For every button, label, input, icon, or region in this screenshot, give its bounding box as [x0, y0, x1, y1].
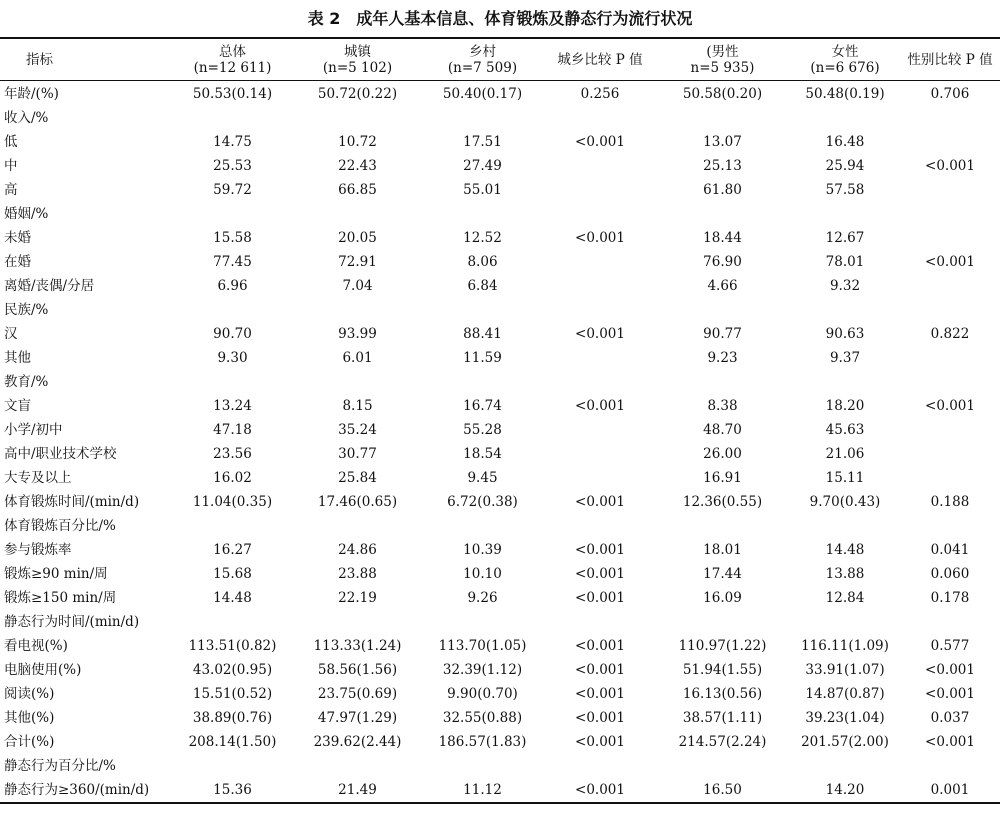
header-row: [0, 40, 1000, 81]
row-label: 未婚: [4, 230, 31, 246]
female-cell: 50.48(0.19): [805, 86, 885, 102]
row-label: 汉: [4, 326, 18, 342]
male-cell: 61.80: [703, 182, 742, 198]
table-row: [0, 226, 1000, 250]
row-label: 看电视(%): [4, 638, 68, 654]
male-cell: [655, 370, 790, 394]
rural-cell: [420, 370, 545, 394]
male-cell: 110.97(1.22): [678, 638, 767, 654]
female-cell: 14.48: [825, 542, 865, 558]
total-cell: 38.89(0.76): [192, 710, 273, 726]
rural-cell: 9.45: [467, 470, 498, 486]
table-row: [0, 442, 1000, 466]
sex-p-cell: 0.037: [930, 710, 970, 726]
male-cell: 13.07: [703, 134, 742, 150]
sex-p-cell: <0.001: [925, 734, 975, 750]
row-label: 小学/初中: [4, 422, 63, 438]
urban-rural-p-cell: [545, 178, 655, 202]
row-label: 收入/%: [4, 110, 49, 126]
female-cell: 14.87(0.87): [805, 686, 885, 702]
table-row: [0, 514, 1000, 538]
urban-cell: [295, 298, 420, 322]
rural-cell: [420, 514, 545, 538]
total-cell: 16.02: [213, 470, 252, 486]
total-cell: [170, 514, 295, 538]
urban-cell: 22.43: [338, 158, 377, 174]
total-cell: 50.53(0.14): [192, 86, 273, 102]
rural-cell: [420, 610, 545, 634]
female-cell: 12.67: [825, 230, 865, 246]
female-cell: 18.20: [825, 398, 865, 414]
rural-cell: 10.39: [463, 542, 502, 558]
urban-cell: 20.05: [338, 230, 377, 246]
table-row: [0, 658, 1000, 682]
urban-rural-p-cell: [545, 418, 655, 442]
sex-p-cell: [900, 178, 1000, 202]
urban-cell: 58.56(1.56): [317, 662, 398, 678]
sex-p-cell: 0.041: [930, 542, 970, 558]
total-cell: 14.48: [213, 590, 252, 606]
sex-p-cell: <0.001: [925, 254, 975, 270]
sex-p-cell: 0.001: [900, 778, 1000, 803]
female-cell: [790, 370, 900, 394]
sex-p-cell: [900, 466, 1000, 490]
urban-rural-p-cell: <0.001: [575, 710, 625, 726]
male-cell: 16.09: [703, 590, 742, 606]
total-cell: 47.18: [213, 422, 252, 438]
table-row: [0, 634, 1000, 658]
urban-rural-p-cell: <0.001: [575, 326, 625, 342]
rural-cell: 6.84: [467, 278, 498, 294]
table-row: [0, 274, 1000, 298]
urban-cell: 66.85: [338, 182, 377, 198]
sex-p-cell: [900, 610, 1000, 634]
table-row: [0, 778, 1000, 803]
row-label: 静态行为时间/(min/d): [4, 614, 140, 630]
total-cell: 208.14(1.50): [188, 734, 277, 750]
female-cell: 13.88: [825, 566, 865, 582]
total-cell: 15.36: [170, 778, 295, 803]
urban-cell: 10.72: [338, 134, 377, 150]
male-cell: [655, 514, 790, 538]
rural-cell: 11.59: [463, 350, 502, 366]
row-label: 大专及以上: [4, 470, 72, 486]
urban-rural-p-cell: [545, 202, 655, 226]
male-cell: 214.57(2.24): [678, 734, 767, 750]
row-label: 参与锻炼率: [4, 542, 72, 558]
sex-p-cell: 0.706: [930, 86, 970, 102]
total-cell: 25.53: [213, 158, 252, 174]
male-cell: 17.44: [703, 566, 742, 582]
urban-rural-p-cell: [545, 298, 655, 322]
urban-rural-p-cell: [545, 274, 655, 298]
urban-cell: 72.91: [338, 254, 377, 270]
rural-cell: 11.12: [420, 778, 545, 803]
male-cell: 16.13(0.56): [682, 686, 763, 702]
total-cell: 90.70: [213, 326, 252, 342]
row-label: 锻炼≥150 min/周: [4, 590, 117, 606]
urban-cell: 6.01: [342, 350, 373, 366]
urban-rural-p-cell: <0.001: [575, 662, 625, 678]
row-label: 在婚: [4, 254, 31, 270]
female-cell: 33.91(1.07): [805, 662, 885, 678]
table-row: [0, 178, 1000, 202]
male-cell: [655, 298, 790, 322]
urban-cell: 35.24: [338, 422, 377, 438]
male-cell: 90.77: [703, 326, 742, 342]
table-row: [0, 394, 1000, 418]
female-cell: 116.11(1.09): [801, 638, 889, 654]
urban-rural-p-cell: <0.001: [575, 494, 625, 510]
rural-cell: 32.39(1.12): [442, 662, 523, 678]
urban-rural-p-cell: [545, 250, 655, 274]
row-label: 高中/职业技术学校: [4, 446, 117, 462]
sex-p-cell: 0.178: [930, 590, 970, 606]
male-cell: 76.90: [703, 254, 742, 270]
urban-rural-p-cell: [545, 754, 655, 778]
total-cell: [170, 610, 295, 634]
col-header-female: 女性 (n=6 676): [790, 40, 900, 81]
table-row: [0, 538, 1000, 562]
col-header-urban-rural-p: 城乡比较 P 值: [545, 40, 655, 81]
table-row: [0, 346, 1000, 370]
female-cell: [790, 298, 900, 322]
table-row: [0, 250, 1000, 274]
female-cell: 21.06: [825, 446, 865, 462]
total-cell: 9.30: [217, 350, 248, 366]
urban-rural-p-cell: <0.001: [575, 542, 625, 558]
total-cell: 13.24: [213, 398, 252, 414]
urban-cell: 23.75(0.69): [317, 686, 398, 702]
rural-cell: 186.57(1.83): [438, 734, 527, 750]
female-cell: 9.37: [829, 350, 861, 366]
sex-p-cell: <0.001: [925, 686, 975, 702]
total-cell: 15.51(0.52): [192, 686, 273, 702]
sex-p-cell: [900, 442, 1000, 466]
urban-cell: 239.62(2.44): [313, 734, 402, 750]
rural-cell: 32.55(0.88): [442, 710, 523, 726]
row-label: 低: [4, 134, 18, 150]
rural-cell: 18.54: [463, 446, 502, 462]
sex-p-cell: 0.188: [930, 494, 970, 510]
female-cell: 9.70(0.43): [809, 494, 881, 510]
row-label: 年龄/(%): [4, 86, 59, 102]
urban-rural-p-cell: <0.001: [575, 134, 625, 150]
male-cell: 4.66: [707, 278, 738, 294]
female-cell: 39.23(1.04): [805, 710, 885, 726]
total-cell: 23.56: [213, 446, 252, 462]
male-cell: 25.13: [703, 158, 742, 174]
rural-cell: [420, 298, 545, 322]
col-header-sex-p: 性别比较 P 值: [900, 40, 1000, 81]
rural-cell: 10.10: [463, 566, 502, 582]
urban-rural-p-cell: [545, 442, 655, 466]
data-table: [0, 40, 1000, 804]
rural-cell: 113.70(1.05): [438, 638, 527, 654]
total-cell: [170, 370, 295, 394]
urban-rural-p-cell: [545, 466, 655, 490]
table-row: [0, 586, 1000, 610]
male-cell: 16.50: [655, 778, 790, 803]
row-label: 教育/%: [4, 374, 49, 390]
urban-cell: 47.97(1.29): [317, 710, 398, 726]
col-header-urban: 城镇 (n=5 102): [295, 40, 420, 81]
row-label: 体育锻炼百分比/%: [4, 518, 116, 534]
sex-p-cell: [900, 346, 1000, 370]
row-label: 静态行为百分比/%: [4, 758, 116, 774]
sex-p-cell: [900, 754, 1000, 778]
row-label: 合计(%): [4, 734, 55, 750]
total-cell: 59.72: [213, 182, 252, 198]
rural-cell: 88.41: [463, 326, 502, 342]
sex-p-cell: <0.001: [925, 158, 975, 174]
male-cell: [655, 202, 790, 226]
sex-p-cell: <0.001: [925, 662, 975, 678]
male-cell: 48.70: [703, 422, 742, 438]
table-row: [0, 706, 1000, 730]
urban-rural-p-cell: [545, 370, 655, 394]
urban-rural-p-cell: 0.256: [580, 86, 620, 102]
rural-cell: 9.26: [467, 590, 498, 606]
rural-cell: 50.40(0.17): [442, 86, 523, 102]
rural-cell: 16.74: [463, 398, 502, 414]
row-label: 高: [4, 182, 18, 198]
female-cell: 16.48: [825, 134, 865, 150]
total-cell: 15.68: [213, 566, 252, 582]
row-label: 电脑使用(%): [4, 662, 82, 678]
total-cell: 43.02(0.95): [192, 662, 273, 678]
rural-cell: 9.90(0.70): [447, 686, 518, 702]
table-row: [0, 418, 1000, 442]
male-cell: 18.44: [703, 230, 742, 246]
urban-cell: 7.04: [342, 278, 373, 294]
female-cell: [790, 754, 900, 778]
sex-p-cell: [900, 418, 1000, 442]
col-header-male: (男性 n=5 935): [655, 40, 790, 81]
urban-rural-p-cell: <0.001: [575, 686, 625, 702]
rural-cell: 55.01: [463, 182, 502, 198]
total-cell: 14.75: [213, 134, 252, 150]
row-label: 体育锻炼时间/(min/d): [4, 494, 140, 510]
urban-cell: [295, 754, 420, 778]
table-row: [0, 466, 1000, 490]
rural-cell: [420, 202, 545, 226]
table-row: [0, 610, 1000, 634]
rural-cell: 55.28: [463, 422, 502, 438]
sex-p-cell: [900, 130, 1000, 154]
male-cell: [655, 754, 790, 778]
sex-p-cell: [900, 370, 1000, 394]
rural-cell: 17.51: [463, 134, 502, 150]
urban-cell: 17.46(0.65): [317, 494, 398, 510]
table-row: [0, 562, 1000, 586]
sex-p-cell: [900, 202, 1000, 226]
female-cell: 78.01: [825, 254, 865, 270]
total-cell: 113.51(0.82): [188, 638, 277, 654]
total-cell: [170, 754, 295, 778]
urban-cell: 21.49: [295, 778, 420, 803]
top-rule: [0, 37, 1000, 39]
female-cell: 57.58: [825, 182, 865, 198]
table-row: [0, 106, 1000, 130]
rural-cell: [420, 106, 545, 130]
female-cell: 15.11: [825, 470, 865, 486]
rural-cell: 6.72(0.38): [447, 494, 518, 510]
row-label: 婚姻/%: [4, 206, 49, 222]
urban-rural-p-cell: <0.001: [545, 778, 655, 803]
total-cell: 16.27: [213, 542, 252, 558]
male-cell: 38.57(1.11): [682, 710, 763, 726]
male-cell: 8.38: [707, 398, 738, 414]
female-cell: [790, 202, 900, 226]
sex-p-cell: [900, 226, 1000, 250]
row-label: 静态行为≥360/(min/d): [0, 778, 170, 803]
sex-p-cell: <0.001: [925, 398, 975, 414]
total-cell: [170, 106, 295, 130]
table-row: [0, 322, 1000, 346]
female-cell: 45.63: [825, 422, 865, 438]
urban-rural-p-cell: <0.001: [575, 230, 625, 246]
female-cell: [790, 514, 900, 538]
female-cell: 12.84: [825, 590, 865, 606]
male-cell: [655, 106, 790, 130]
table-row: [0, 202, 1000, 226]
urban-cell: 93.99: [338, 326, 377, 342]
total-cell: 77.45: [213, 254, 252, 270]
total-cell: 6.96: [217, 278, 248, 294]
urban-rural-p-cell: [545, 106, 655, 130]
male-cell: 9.23: [707, 350, 738, 366]
sex-p-cell: [900, 274, 1000, 298]
urban-cell: [295, 610, 420, 634]
table-row: [0, 298, 1000, 322]
sex-p-cell: [900, 298, 1000, 322]
rural-cell: 27.49: [463, 158, 502, 174]
sex-p-cell: 0.822: [930, 326, 970, 342]
male-cell: 18.01: [703, 542, 742, 558]
total-cell: 11.04(0.35): [192, 494, 273, 510]
col-header-rural: 乡村 (n=7 509): [420, 40, 545, 81]
urban-rural-p-cell: <0.001: [575, 734, 625, 750]
female-cell: [790, 106, 900, 130]
col-header-indicator: 指标: [0, 40, 170, 81]
rural-cell: 12.52: [463, 230, 502, 246]
row-label: 锻炼≥90 min/周: [4, 566, 108, 582]
urban-cell: [295, 106, 420, 130]
urban-rural-p-cell: [545, 154, 655, 178]
urban-cell: 23.88: [338, 566, 377, 582]
row-label: 民族/%: [4, 302, 49, 318]
total-cell: [170, 298, 295, 322]
table-row: [0, 682, 1000, 706]
urban-rural-p-cell: <0.001: [575, 590, 625, 606]
table-body: [0, 81, 1000, 804]
sex-p-cell: 0.577: [930, 638, 970, 654]
urban-cell: [295, 202, 420, 226]
urban-rural-p-cell: [545, 346, 655, 370]
female-cell: 9.32: [829, 278, 861, 294]
urban-cell: [295, 514, 420, 538]
urban-cell: [295, 370, 420, 394]
female-cell: [790, 610, 900, 634]
table-row: [0, 490, 1000, 514]
urban-cell: 22.19: [338, 590, 377, 606]
urban-rural-p-cell: [545, 610, 655, 634]
female-cell: 201.57(2.00): [801, 734, 889, 750]
urban-cell: 50.72(0.22): [317, 86, 398, 102]
urban-cell: 113.33(1.24): [313, 638, 402, 654]
male-cell: 51.94(1.55): [682, 662, 763, 678]
table-row: [0, 730, 1000, 754]
row-label: 中: [4, 158, 18, 174]
female-cell: 25.94: [825, 158, 865, 174]
row-label: 其他(%): [4, 710, 55, 726]
row-label: 阅读(%): [4, 686, 55, 702]
table-row: [0, 130, 1000, 154]
female-cell: 14.20: [790, 778, 900, 803]
table-row: [0, 154, 1000, 178]
row-label: 其他: [4, 350, 31, 366]
row-label: 文盲: [4, 398, 31, 414]
male-cell: 12.36(0.55): [682, 494, 763, 510]
urban-cell: 25.84: [338, 470, 377, 486]
table-title: 表 2 成年人基本信息、体育锻炼及静态行为流行状况: [307, 9, 693, 28]
table-row: [0, 370, 1000, 394]
sex-p-cell: [900, 106, 1000, 130]
male-cell: 50.58(0.20): [682, 86, 763, 102]
urban-cell: 8.15: [342, 398, 373, 414]
rural-cell: [420, 754, 545, 778]
sex-p-cell: [900, 514, 1000, 538]
urban-cell: 24.86: [338, 542, 377, 558]
male-cell: 16.91: [703, 470, 742, 486]
urban-rural-p-cell: <0.001: [575, 398, 625, 414]
urban-cell: 30.77: [338, 446, 377, 462]
urban-rural-p-cell: [545, 514, 655, 538]
rural-cell: 8.06: [467, 254, 498, 270]
row-label: 离婚/丧偶/分居: [4, 278, 95, 294]
female-cell: 90.63: [825, 326, 865, 342]
total-cell: [170, 202, 295, 226]
total-cell: 15.58: [213, 230, 252, 246]
table-row: [0, 81, 1000, 107]
male-cell: [655, 610, 790, 634]
col-header-total: 总体 (n=12 611): [170, 40, 295, 81]
sex-p-cell: 0.060: [930, 566, 970, 582]
urban-rural-p-cell: <0.001: [575, 566, 625, 582]
urban-rural-p-cell: <0.001: [575, 638, 625, 654]
male-cell: 26.00: [703, 446, 742, 462]
table-row: [0, 754, 1000, 778]
